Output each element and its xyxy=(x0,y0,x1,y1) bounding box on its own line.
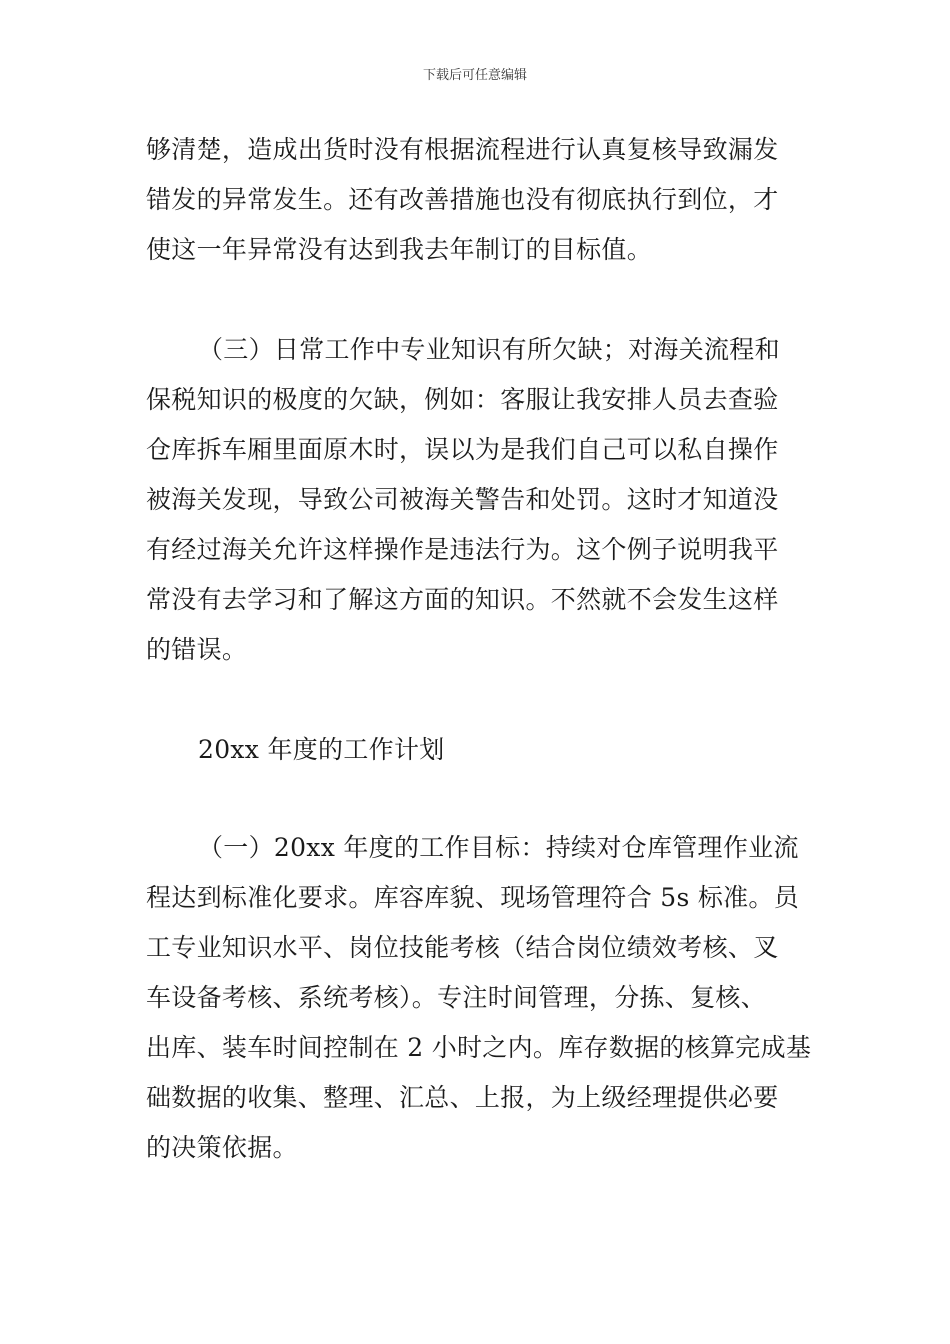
paragraph-2-line-4: 被海关发现，导致公司被海关警告和处罚。这时才知道没 xyxy=(146,485,779,514)
paragraph-2-line-7: 的错误。 xyxy=(146,635,248,664)
paragraph-2-line-3: 仓库拆车厢里面原木时，误以为是我们自己可以私自操作 xyxy=(146,435,779,464)
paragraph-2-line-2: 保税知识的极度的欠缺，例如：客服让我安排人员去查验 xyxy=(146,385,779,414)
paragraph-3-line-3: 工专业知识水平、岗位技能考核（结合岗位绩效考核、叉 xyxy=(146,933,779,962)
paragraph-3-line-4: 车设备考核、系统考核）。专注时间管理，分拣、复核、 xyxy=(146,983,767,1012)
paragraph-1-line-1: 够清楚，造成出货时没有根据流程进行认真复核导致漏发 xyxy=(146,135,779,164)
paragraph-3-line-7: 的决策依据。 xyxy=(146,1133,298,1162)
paragraph-2-line-1: （三）日常工作中专业知识有所欠缺；对海关流程和 xyxy=(198,335,780,364)
paragraph-3-line-2: 程达到标准化要求。库容库貌、现场管理符合 5s 标准。员 xyxy=(146,883,800,912)
paragraph-1-line-3: 使这一年异常没有达到我去年制订的目标值。 xyxy=(146,235,653,264)
section-heading: 20xx 年度的工作计划 xyxy=(198,735,445,764)
page-header: 下载后可任意编辑 xyxy=(422,68,527,83)
paragraph-3-line-5: 出库、装车时间控制在 2 小时之内。库存数据的核算完成基 xyxy=(146,1033,812,1062)
paragraph-2-line-6: 常没有去学习和了解这方面的知识。不然就不会发生这样 xyxy=(146,585,779,614)
paragraph-3-line-6: 础数据的收集、整理、汇总、上报，为上级经理提供必要 xyxy=(146,1083,779,1112)
paragraph-3-line-1: （一）20xx 年度的工作目标：持续对仓库管理作业流 xyxy=(198,833,799,862)
paragraph-1-line-2: 错发的异常发生。还有改善措施也没有彻底执行到位，才 xyxy=(146,185,779,214)
paragraph-2-line-5: 有经过海关允许这样操作是违法行为。这个例子说明我平 xyxy=(146,535,779,564)
